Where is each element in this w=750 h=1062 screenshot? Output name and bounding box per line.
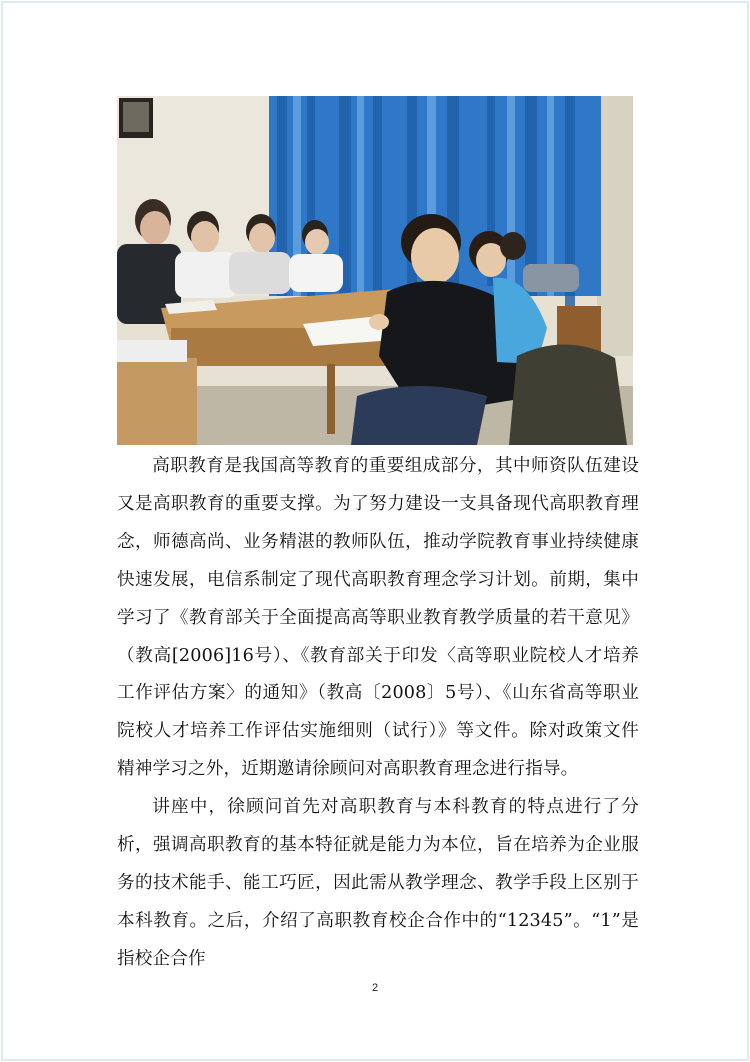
article-body: [117, 448, 639, 979]
paragraph-1: 高职教育是我国高等教育的重要组成部分，其中师资队伍建设又是高职教育的重要支撑。为了努力建设一支具备现代高职教育理念，师德高尚、业务精湛的教师队伍，推动学院教育事业持续健康快速发展，电信系制定了现代高职教育理念学习计划。前期，集中学习了《教育部关于全面提高高等职业教育教学质量的若干意见》（教高[2006]16号）、《教育部关于印发〈高等职业院校人才培养工作评估方案〉的通知》（教高〔2008〕5号）、《山东省高等职业院校人才培养工作评估实施细则（试行）》等文件。除对政策文件精神学习之外，近期邀请徐顾问对高职教育理念进行指导。: [117, 456, 639, 780]
page-number: 2: [371, 982, 379, 994]
classroom-photo: [117, 96, 633, 445]
paragraph-2: 讲座中，徐顾问首先对高职教育与本科教育的特点进行了分析，强调高职教育的基本特征就是能力为本位，旨在培养为企业服务的技术能手、能工巧匠，因此需从教学理念、教学手段上区别于本科教育。之后，介绍了高职教育校企合作中的“12345”。“1”是指校企合作: [117, 797, 639, 969]
